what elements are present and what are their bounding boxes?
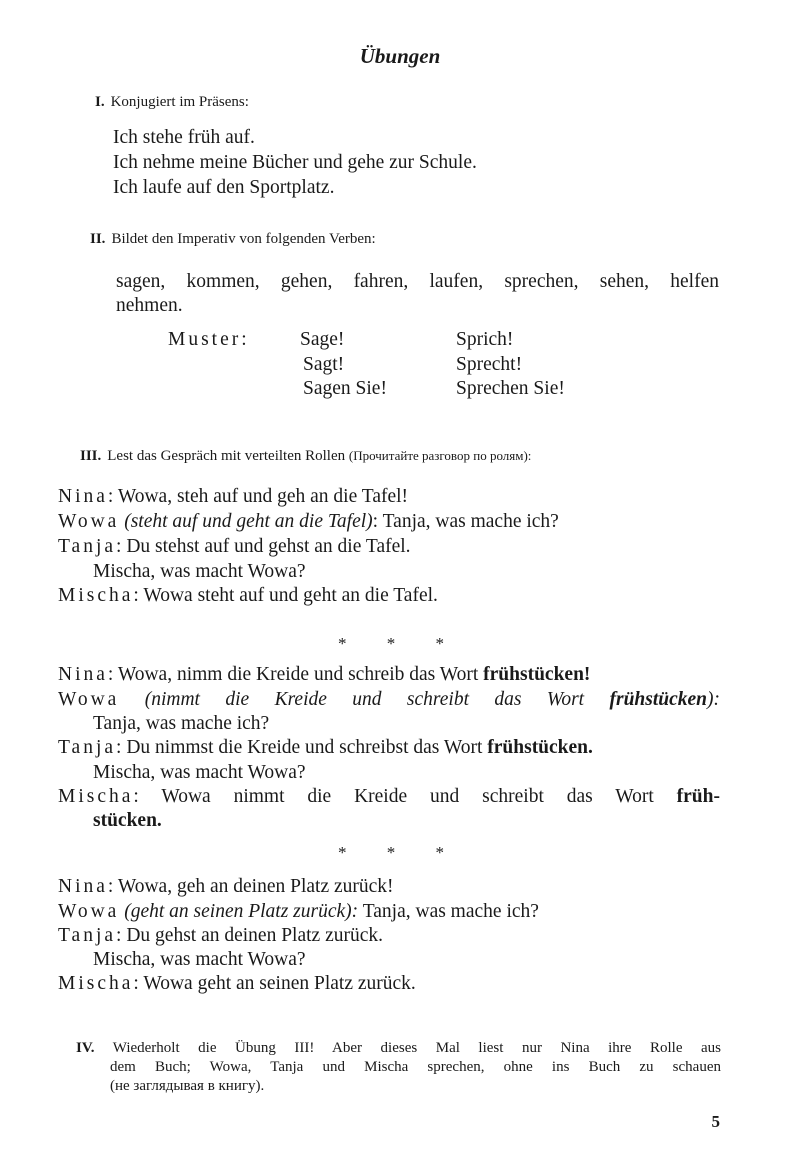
dialogue-text: Wowa, nimm die Kreide und schreib das Wort	[117, 664, 479, 685]
dialogue-line-mischa: Mischa: Wowa nimmt die Kreide und schreibt das Wort früh-	[58, 786, 720, 807]
stage-direction-end: ):	[707, 689, 721, 710]
dialogue-line-cont: Mischa, was macht Wowa?	[93, 561, 306, 582]
exercise-3-heading	[80, 448, 531, 465]
muster-label: Muster:	[168, 329, 250, 350]
dialogue-line-cont: stücken.	[93, 810, 162, 831]
dialogue-text-bold: frühstücken.	[487, 737, 593, 758]
dialogue-line-cont: Mischa, was macht Wowa?	[93, 949, 306, 970]
dialogue-text: Du nimmst die Kreide und schreibst das Wort	[126, 737, 483, 758]
exercise-2-number: II.	[90, 231, 106, 247]
page-number: 5	[711, 1112, 720, 1131]
dialogue-text-bold: früh-	[676, 786, 720, 807]
exercise-4-line	[76, 1040, 721, 1057]
exercise-2-instruction: Bildet den Imperativ von folgenden Verben:	[111, 231, 376, 247]
stage-direction: (nimmt die Kreide und schreibt das Wort	[144, 689, 585, 710]
speaker-mischa: Mischa	[58, 973, 134, 994]
speaker-wowa: Wowa	[58, 511, 120, 532]
imperative-example: Sagt!	[303, 354, 345, 375]
speaker-tanja: Tanja	[58, 536, 117, 557]
speaker-nina: Nina	[58, 486, 108, 507]
exercise-1-line: Ich nehme meine Bücher und gehe zur Schule.	[113, 152, 477, 173]
speaker-nina: Nina	[58, 664, 108, 685]
speaker-tanja: Tanja	[58, 737, 117, 758]
exercise-3-instruction: Lest das Gespräch mit verteilten Rollen	[107, 448, 346, 464]
speaker-tanja: Tanja	[58, 925, 117, 946]
dialogue-text: Tanja, was mache ich?	[382, 511, 559, 532]
dialogue-line-mischa: Mischa: Wowa geht an seinen Platz zurück.	[58, 973, 416, 994]
dialogue-text: Tanja, was mache ich?	[362, 901, 539, 922]
stage-direction: (geht an seinen Platz zurück):	[124, 901, 359, 922]
dialogue-text: Wowa nimmt die Kreide und schreibt das Wort	[161, 786, 654, 807]
dialogue-text: Wowa, geh an deinen Platz zurück!	[117, 876, 394, 897]
exercise-3-number: III.	[80, 448, 102, 464]
dialogue-text: Wowa, steh auf und geh an die Tafel!	[117, 486, 409, 507]
exercise-4-text: Wiederholt die Übung III! Aber dieses Mal liest nur Nina ihre Rolle aus	[112, 1040, 722, 1056]
imperative-example: Sprecht!	[456, 354, 523, 375]
speaker-wowa: Wowa	[58, 901, 120, 922]
dialogue-line-wowa	[58, 689, 720, 711]
exercise-1-number: I.	[95, 94, 105, 110]
dialogue-line-nina: Nina: Wowa, geh an deinen Platz zurück!	[58, 876, 394, 897]
dialogue-line-nina: Nina: Wowa, steh auf und geh an die Tafel!	[58, 486, 409, 507]
imperative-example: Sage!	[300, 329, 345, 350]
dialogue-line-wowa	[58, 901, 539, 923]
section-separator: * * *	[338, 634, 462, 653]
dialogue-text: Du stehst auf und gehst an die Tafel.	[126, 536, 411, 557]
dialogue-text-bold: frühstücken!	[483, 664, 591, 685]
imperative-example: Sagen Sie!	[303, 378, 387, 399]
dialogue-line-tanja: Tanja: Du gehst an deinen Platz zurück.	[58, 925, 383, 946]
exercise-4-line: dem Buch; Wowa, Tanja und Mischa sprechen, ohne ins Buch zu schauen	[110, 1059, 721, 1075]
dialogue-text: Du gehst an deinen Platz zurück.	[126, 925, 383, 946]
speaker-mischa: Mischa	[58, 585, 134, 606]
dialogue-line-tanja: Tanja: Du nimmst die Kreide und schreibst das Wort frühstücken.	[58, 737, 593, 758]
exercise-1-line: Ich laufe auf den Sportplatz.	[113, 177, 335, 198]
dialogue-text: Wowa steht auf und geht an die Tafel.	[143, 585, 438, 606]
imperative-example: Sprechen Sie!	[456, 378, 565, 399]
dialogue-line-cont: Mischa, was macht Wowa?	[93, 762, 306, 783]
stage-direction: (steht auf und geht an die Tafel)	[124, 511, 373, 532]
verb-list: sagen, kommen, gehen, fahren, laufen, sprechen, sehen, helfen	[116, 271, 719, 292]
dialogue-line-mischa: Mischa: Wowa steht auf und geht an die Tafel.	[58, 585, 438, 606]
exercise-1-line: Ich stehe früh auf.	[113, 127, 255, 148]
dialogue-line-wowa: Wowa (steht auf und geht an die Tafel): Tanja, was mache ich?	[58, 511, 559, 532]
stage-direction-bold: frühstücken	[609, 689, 708, 710]
exercise-4-line: (не заглядывая в книгу).	[110, 1078, 265, 1094]
dialogue-line-tanja: Tanja: Du stehst auf und gehst an die Tafel.	[58, 536, 411, 557]
dialogue-line-cont: Tanja, was mache ich?	[93, 713, 270, 734]
verb-list-cont: nehmen.	[116, 295, 183, 316]
dialogue-line-nina: Nina: Wowa, nimm die Kreide und schreib das Wort frühstücken!	[58, 664, 591, 685]
speaker-nina: Nina	[58, 876, 108, 897]
exercise-1-instruction: Konjugiert im Präsens:	[110, 94, 249, 110]
exercise-1-heading	[95, 94, 249, 111]
page-title: Übungen	[359, 44, 441, 68]
exercise-2-heading	[90, 231, 376, 248]
speaker-mischa: Mischa	[58, 786, 134, 807]
exercise-4-number: IV.	[76, 1040, 95, 1056]
speaker-wowa: Wowa	[58, 689, 120, 710]
imperative-example: Sprich!	[456, 329, 514, 350]
exercise-3-instruction-ru: (Прочитайте разговор по ролям):	[348, 448, 532, 463]
dialogue-text: Wowa geht an seinen Platz zurück.	[143, 973, 416, 994]
section-separator: * * *	[338, 843, 462, 862]
